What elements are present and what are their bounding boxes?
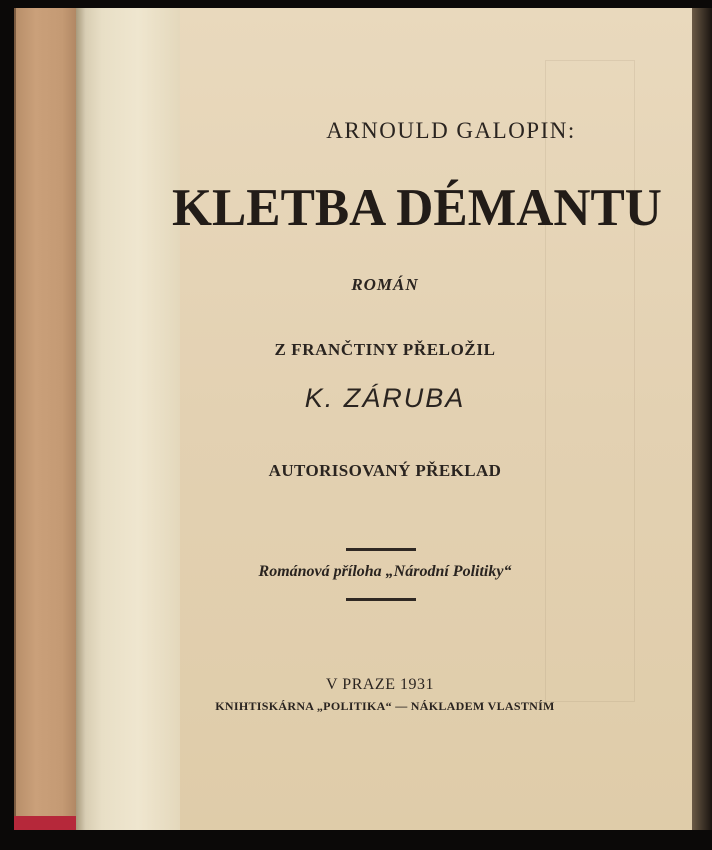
translator-name: K. ZÁRUBA bbox=[304, 383, 466, 413]
hinge-ridge bbox=[76, 8, 86, 830]
authorized-translation-label: AUTORISOVANÝ PŘEKLAD bbox=[268, 461, 502, 480]
author-name: ARNOULD GALOPIN: bbox=[326, 118, 576, 143]
cover-red-corner bbox=[14, 816, 80, 830]
supplement-note: Románová příloha „Národní Politiky“ bbox=[258, 563, 512, 580]
divider-top bbox=[346, 548, 416, 551]
translated-by-label: Z FRANČTINY PŘELOŽIL bbox=[274, 340, 496, 359]
divider-bottom bbox=[346, 598, 416, 601]
book-cover-edge bbox=[14, 8, 82, 828]
book-title: KLETBA DÉMANTU bbox=[172, 179, 662, 237]
publisher-line: KNIHTISKÁRNA „POLITIKA“ — NÁKLADEM VLASTNÍM bbox=[215, 699, 555, 713]
place-year: V PRAZE 1931 bbox=[326, 676, 434, 693]
genre-label: ROMÁN bbox=[351, 275, 419, 294]
page-hinge bbox=[76, 8, 181, 830]
